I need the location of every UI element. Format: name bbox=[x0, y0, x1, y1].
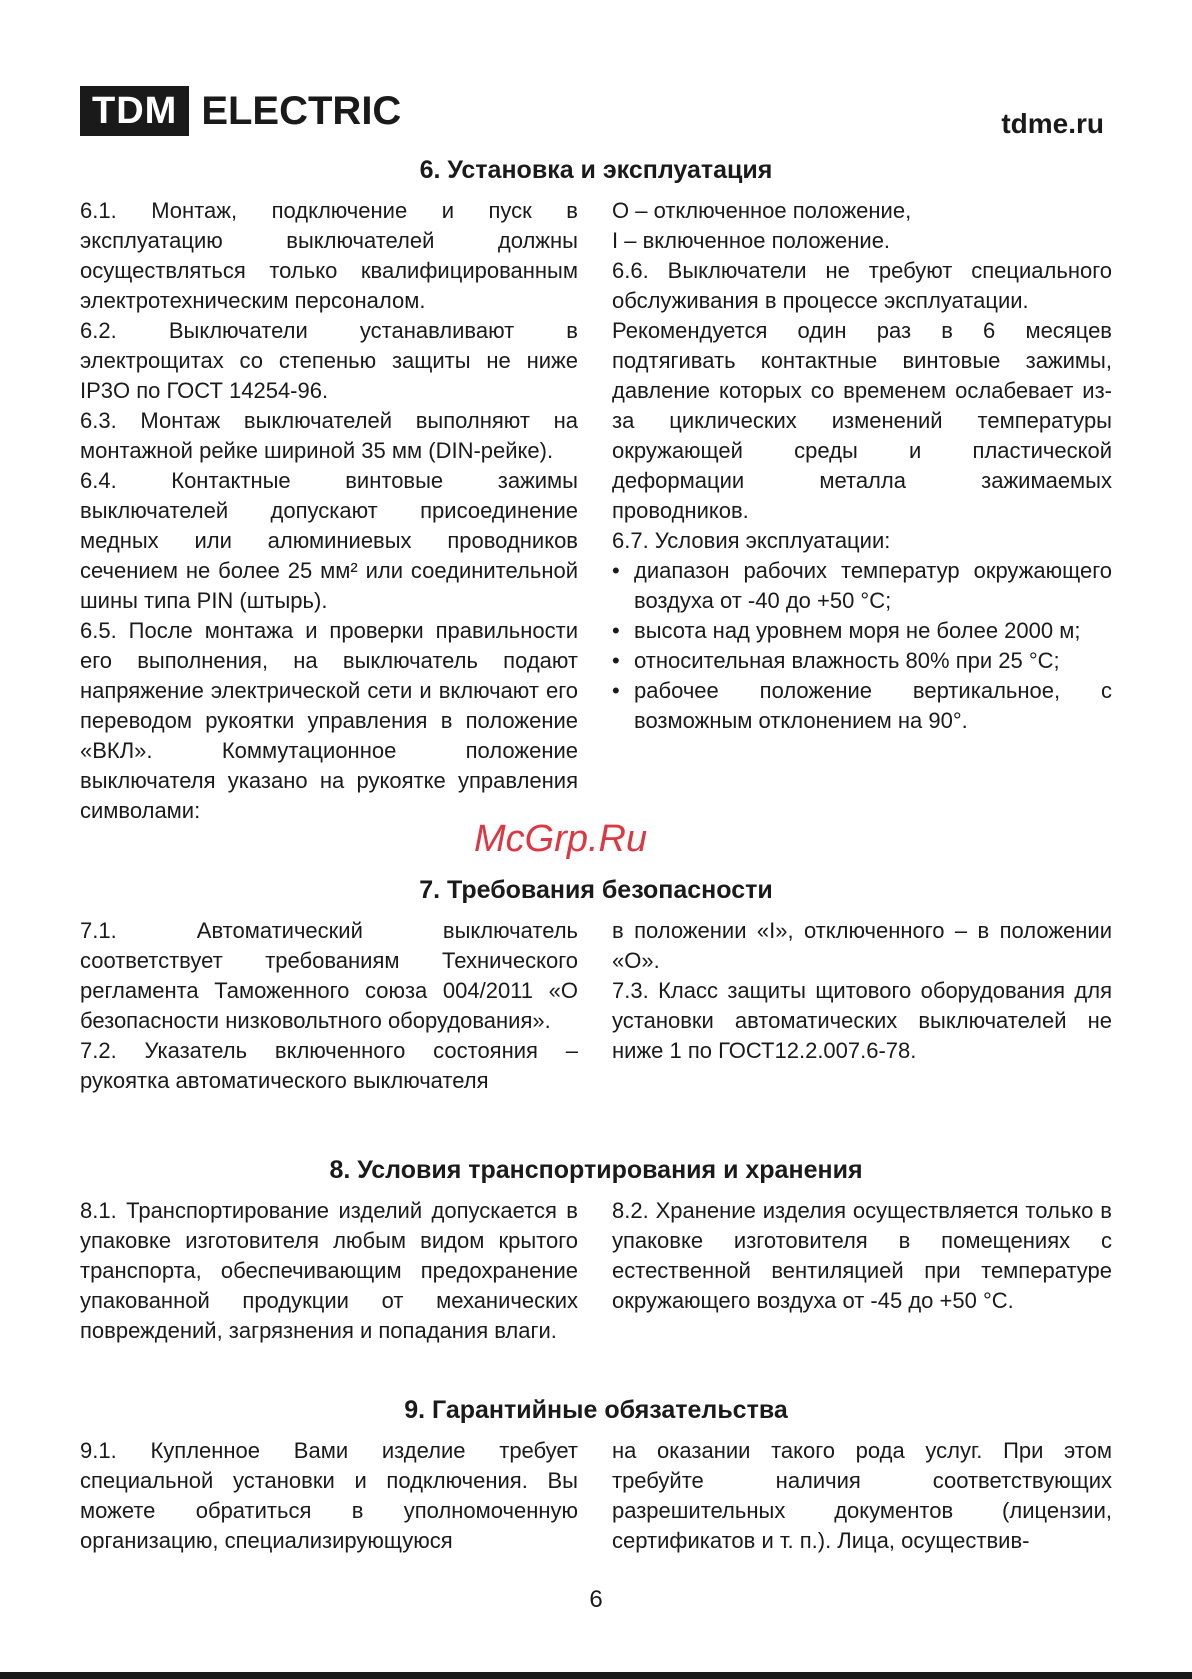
paragraph: О – отключенное положение, bbox=[612, 198, 912, 223]
operating-conditions-list bbox=[612, 556, 1112, 736]
logo-word: ELECTRIC bbox=[201, 88, 402, 133]
watermark: McGrp.Ru bbox=[474, 818, 648, 860]
paragraph: 7.3. Класс защиты щитового оборудования для установки автоматических выключателей не ниже 1 по ГОСТ12.2.007.6-78. bbox=[612, 978, 1112, 1063]
paragraph: 6.1. Монтаж, подключение и пуск в эксплуатацию выключателей должны осуществляться только квалифицированным электротехническим персоналом. bbox=[80, 198, 578, 313]
paragraph: Рекомендуется один раз в 6 месяцев подтягивать контактные винтовые зажимы, давление которых со временем ослабевает из-за циклических изменений температуры окружающей среды и пластической деформации металла зажимаемых проводников. bbox=[612, 318, 1112, 523]
section-9-left-column bbox=[80, 1436, 578, 1556]
paragraph: I – включенное положение. bbox=[612, 228, 891, 253]
tdm-electric-logo bbox=[80, 86, 401, 136]
paragraph: 8.1. Транспортирование изделий допускается в упаковке изготовителя любым видом крытого транспорта, обеспечивающим предохранение упакованной продукции от механических повреждений, загрязнения и попадания влаги. bbox=[80, 1198, 578, 1343]
section-6-right-column bbox=[612, 196, 1112, 736]
paragraph: 7.1. Автоматический выключатель соответствует требованиям Технического регламента Таможенного союза 004/2011 «О безопасности низковольтного оборудования». bbox=[80, 918, 578, 1033]
paragraph: 8.2. Хранение изделия осуществляется только в упаковке изготовителя в помещениях с естественной вентиляцией при температуре окружающего воздуха от -45 до +50 °С. bbox=[612, 1198, 1112, 1313]
list-item: • диапазон рабочих температур окружающего воздуха от -40 до +50 °С; bbox=[612, 556, 1112, 616]
section-8-left-column bbox=[80, 1196, 578, 1346]
list-item: • рабочее положение вертикальное, с возможным отклонением на 90°. bbox=[612, 676, 1112, 736]
section-6-left-column bbox=[80, 196, 578, 826]
logo-box: TDM bbox=[80, 86, 189, 136]
paragraph: 7.2. Указатель включенного состояния – рукоятка автоматического выключателя bbox=[80, 1038, 578, 1093]
page-header bbox=[80, 86, 1112, 146]
section-7-left-column bbox=[80, 916, 578, 1096]
section-7-right-column bbox=[612, 916, 1112, 1066]
section-6-title: 6. Установка и эксплуатация bbox=[419, 156, 773, 184]
section-8-title: 8. Условия транспортирования и хранения bbox=[329, 1156, 863, 1184]
paragraph: 6.7. Условия эксплуатации: bbox=[612, 528, 891, 553]
paragraph: в положении «I», отключенного – в положении «О». bbox=[612, 918, 1112, 973]
section-9-title: 9. Гарантийные обязательства bbox=[404, 1396, 788, 1424]
page-number: 6 bbox=[589, 1586, 603, 1613]
site-url: tdme.ru bbox=[1001, 108, 1104, 139]
section-9-right-column bbox=[612, 1436, 1112, 1556]
paragraph: 6.5. После монтажа и проверки правильности его выполнения, на выключатель подают напряжение электрической сети и включают его переводом рукоятки управления в положение «ВКЛ». Коммутационное положение выключателя указано на рукоятке управления символами: bbox=[80, 618, 578, 823]
bottom-rule bbox=[0, 1672, 1192, 1679]
section-7-title: 7. Требования безопасности bbox=[419, 876, 773, 904]
paragraph: 6.4. Контактные винтовые зажимы выключателей допускают присоединение медных или алюминиевых проводников сечением не более 25 мм² или соединительной шины типа PIN (штырь). bbox=[80, 468, 578, 613]
list-item: • высота над уровнем моря не более 2000 м; bbox=[612, 616, 1112, 646]
section-8-right-column bbox=[612, 1196, 1112, 1316]
paragraph: на оказании такого рода услуг. При этом требуйте наличия соответствующих разрешительных документов (лицензии, сертификатов и т. п.). Лица, осуществив- bbox=[612, 1438, 1112, 1553]
paragraph: 9.1. Купленное Вами изделие требует специальной установки и подключения. Вы можете обратиться в уполномоченную организацию, специализирующуюся bbox=[80, 1438, 578, 1553]
paragraph: 6.2. Выключатели устанавливают в электрощитах со степенью защиты не ниже IP3О по ГОСТ 14254-96. bbox=[80, 318, 578, 403]
paragraph: 6.3. Монтаж выключателей выполняют на монтажной рейке шириной 35 мм (DIN-рейке). bbox=[80, 408, 578, 463]
list-item: • относительная влажность 80% при 25 °С; bbox=[612, 646, 1112, 676]
paragraph: 6.6. Выключатели не требуют специального обслуживания в процессе эксплуатации. bbox=[612, 258, 1112, 313]
